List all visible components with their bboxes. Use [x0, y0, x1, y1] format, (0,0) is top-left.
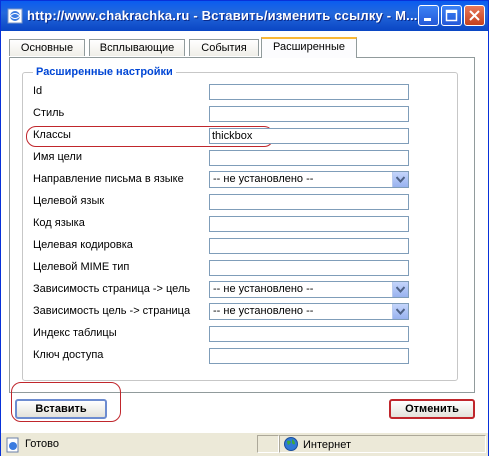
classes-input[interactable]: thickbox	[209, 128, 409, 144]
rel-page-target-value: -- не установлено --	[213, 283, 314, 295]
advanced-settings-group	[22, 66, 458, 381]
rev-target-page-value: -- не установлено --	[213, 305, 314, 317]
id-label: Id	[33, 85, 43, 97]
dropdown-arrow-icon[interactable]	[392, 172, 408, 187]
minimize-button[interactable]	[418, 5, 439, 26]
tab-general[interactable]: Основные	[9, 39, 85, 56]
tab-popups[interactable]: Всплывающие	[89, 39, 185, 56]
dialog-content	[1, 31, 488, 432]
access-key-label: Ключ доступа	[33, 349, 104, 361]
dropdown-arrow-icon[interactable]	[392, 282, 408, 297]
maximize-icon	[442, 6, 461, 25]
target-charset-label: Целевая кодировка	[33, 239, 133, 251]
target-mime-label: Целевой MIME тип	[33, 261, 130, 273]
target-name-input[interactable]	[209, 150, 409, 166]
close-button[interactable]	[464, 5, 485, 26]
text-direction-value: -- не установлено --	[213, 173, 314, 185]
tab-index-input[interactable]	[209, 326, 409, 342]
status-text: Готово	[25, 438, 59, 450]
classes-label: Классы	[33, 129, 71, 141]
rel-page-target-label: Зависимость страница -> цель	[33, 283, 191, 295]
target-language-input[interactable]	[209, 194, 409, 210]
tab-events[interactable]: События	[189, 39, 259, 56]
maximize-button[interactable]	[441, 5, 462, 26]
rev-target-page-label: Зависимость цель -> страница	[33, 305, 191, 317]
rel-page-target-select[interactable]	[209, 281, 409, 298]
text-direction-label: Направление письма в языке	[33, 173, 184, 185]
zone-text: Интернет	[303, 439, 351, 451]
dropdown-arrow-icon[interactable]	[392, 304, 408, 319]
close-icon	[465, 6, 484, 25]
advanced-panel	[9, 57, 475, 393]
style-input[interactable]	[209, 106, 409, 122]
status-zone-cell	[279, 435, 486, 453]
globe-icon	[283, 436, 299, 455]
target-mime-input[interactable]	[209, 260, 409, 276]
status-cell-empty	[257, 435, 279, 453]
rev-target-page-select[interactable]	[209, 303, 409, 320]
cancel-button[interactable]: Отменить	[389, 399, 475, 419]
id-input[interactable]	[209, 84, 409, 100]
status-bar	[1, 432, 488, 456]
language-code-label: Код языка	[33, 217, 85, 229]
title-bar[interactable]	[1, 1, 488, 31]
target-name-label: Имя цели	[33, 151, 82, 163]
access-key-input[interactable]	[209, 348, 409, 364]
minimize-icon	[419, 6, 438, 25]
target-language-label: Целевой язык	[33, 195, 105, 207]
text-direction-select[interactable]	[209, 171, 409, 188]
fieldset-legend: Расширенные настройки	[33, 66, 176, 78]
style-label: Стиль	[33, 107, 65, 119]
ie-page-icon	[7, 8, 23, 24]
window-title: http://www.chakrachka.ru - Вставить/изменить ссылку - M...	[27, 8, 418, 23]
tab-advanced[interactable]: Расширенные	[261, 37, 357, 58]
page-status-icon	[5, 437, 21, 456]
target-charset-input[interactable]	[209, 238, 409, 254]
language-code-input[interactable]	[209, 216, 409, 232]
insert-button[interactable]: Вставить	[15, 399, 107, 419]
tab-index-label: Индекс таблицы	[33, 327, 117, 339]
